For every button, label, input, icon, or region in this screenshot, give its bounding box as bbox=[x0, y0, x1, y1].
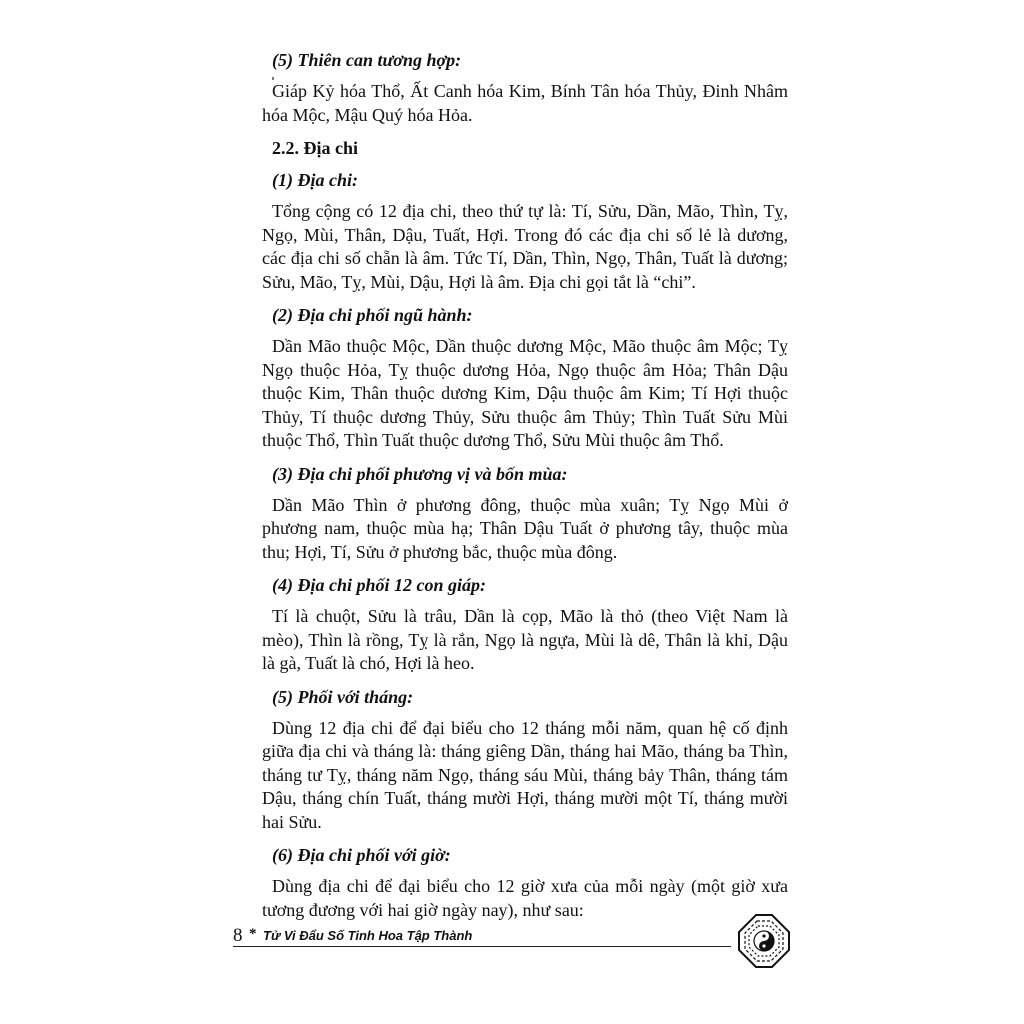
subsection-heading: (5) Phối với tháng: bbox=[272, 686, 414, 707]
page-footer bbox=[233, 913, 793, 963]
footer-star: * bbox=[249, 926, 257, 942]
bagua-yin-yang-icon bbox=[736, 913, 792, 969]
page-number: 8 bbox=[233, 925, 243, 946]
subsection-heading: (4) Địa chi phối 12 con giáp: bbox=[272, 575, 486, 595]
footer-rule bbox=[233, 946, 731, 947]
paragraph: Dùng 12 địa chi để đại biểu cho 12 tháng mỗi năm, quan hệ cố định giữa địa chi và tháng là: tháng giêng Dần, tháng hai Mão, tháng ba Thìn, tháng tư Tỵ, tháng năm Ngọ, tháng sáu Mùi, tháng bảy Thân, tháng tám Dậu, tháng chín Tuất, tháng mười Hợi, tháng mười một Tí, tháng mười hai Sửu. bbox=[262, 717, 788, 832]
paragraph: Tí là chuột, Sửu là trâu, Dần là cọp, Mão là thỏ (theo Việt Nam là mèo), Thìn là rồng, Tỵ là rắn, Ngọ là ngựa, Mùi là dê, Thân là khỉ, Dậu là gà, Tuất là chó, Hợi là heo. bbox=[262, 606, 788, 673]
subsection-heading: (1) Địa chi: bbox=[272, 170, 358, 190]
section-title: 2.2. Địa chi bbox=[272, 138, 359, 158]
paragraph: Dùng địa chi để đại biểu cho 12 giờ xưa của mỗi ngày (một giờ xưa tương đương với hai giờ ngày nay), như sau: bbox=[262, 876, 788, 920]
subsection-heading: (6) Địa chi phối với giờ: bbox=[272, 845, 451, 865]
running-title: Tử Vi Đẩu Số Tinh Hoa Tập Thành bbox=[263, 928, 473, 943]
subsection-heading: (2) Địa chi phối ngũ hành: bbox=[272, 305, 473, 325]
paragraph: Dần Mão Thìn ở phương đông, thuộc mùa xuân; Tỵ Ngọ Mùi ở phương nam, thuộc mùa hạ; Thân Dậu Tuất ở phương tây, thuộc mùa thu; Hợi, Tí, Sửu ở phương bắc, thuộc mùa đông. bbox=[262, 494, 788, 562]
paragraph: Giáp Kỷ hóa Thổ, Ất Canh hóa Kim, Bính Tân hóa Thủy, Đinh Nhâm hóa Mộc, Mậu Quý hóa Hỏa. bbox=[262, 81, 788, 125]
subsection-heading: (5) Thiên can tương hợp: bbox=[272, 50, 462, 70]
page-body bbox=[262, 48, 788, 931]
paragraph: Dần Mão thuộc Mộc, Dần thuộc dương Mộc, Mão thuộc âm Mộc; Tỵ Ngọ thuộc Hỏa, Tỵ thuộc dương Hỏa, Ngọ thuộc âm Hỏa; Thân Dậu thuộc Kim, Thân thuộc dương Kim, Dậu thuộc âm Kim; Tí Hợi thuộc Thủy, Tí thuộc dương Thủy, Sửu thuộc âm Thủy; Thìn Tuất Sửu Mùi thuộc Thổ, Thìn Tuất thuộc dương Thổ, Sửu Mùi thuộc âm Thổ. bbox=[262, 336, 788, 450]
subsection-heading: (3) Địa chi phối phương vị và bốn mùa: bbox=[272, 463, 568, 484]
paragraph: Tổng cộng có 12 địa chi, theo thứ tự là: Tí, Sửu, Dần, Mão, Thìn, Tỵ, Ngọ, Mùi, Thân, Dậu, Tuất, Hợi. Trong đó các địa chi số lẻ là dương, các địa chi số chẵn là âm. Tức Tí, Dần, Thìn, Ngọ, Thân, Tuất là dương; Sửu, Mão, Tỵ, Mùi, Dậu, Hợi là âm. Địa chi gọi tắt là “chi”. bbox=[262, 201, 788, 292]
